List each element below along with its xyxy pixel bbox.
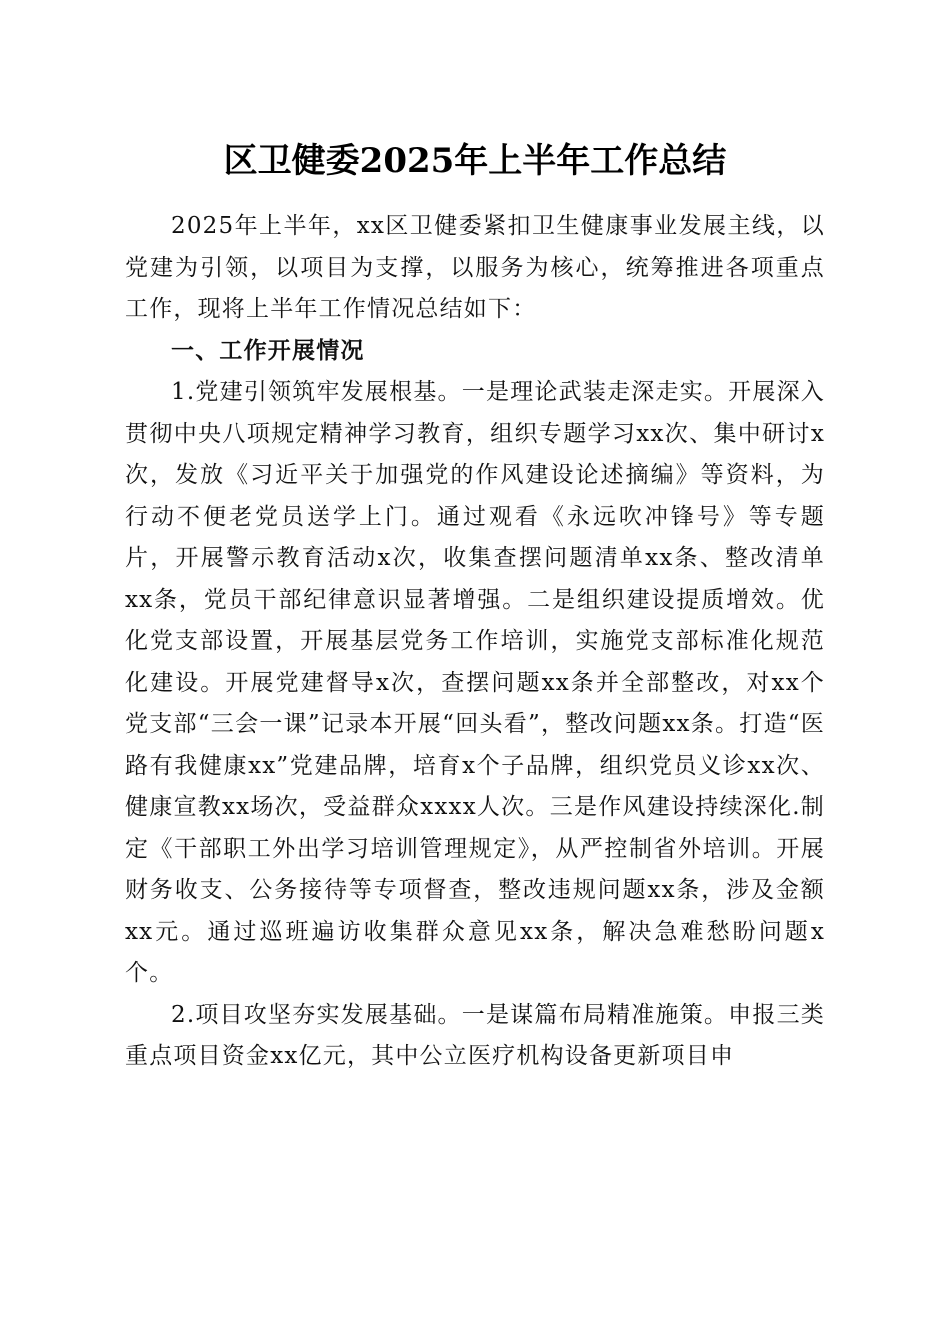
body-paragraph-2: 2.项目攻坚夯实发展基础。一是谋篇布局精准施策。申报三类重点项目资金xx亿元，其中公立医疗机构设备更新项目申 (125, 1001, 825, 1069)
document-body (125, 206, 825, 1078)
document-title: 区卫健委2025年上半年工作总结 (223, 141, 727, 181)
section-heading: 一、工作开展情况 (171, 337, 365, 364)
body-paragraph-1: 1.党建引领筑牢发展根基。一是理论武装走深走实。开展深入贯彻中央八项规定精神学习教育，组织专题学习xx次、集中研讨x次，发放《习近平关于加强党的作风建设论述摘编》等资料，为行动不便老党员送学上门。通过观看《永远吹冲锋号》等专题片，开展警示教育活动x次，收集查摆问题清单xx条、整改清单xx条，党员干部纪律意识显著增强。二是组织建设提质增效。优化党支部设置，开展基层党务工作培训，实施党支部标准化规范化建设。开展党建督导x次，查摆问题xx条并全部整改，对xx个党支部“三会一课”记录本开展“回头看”，整改问题xx条。打造“医路有我健康xx”党建品牌，培育x个子品牌，组织党员义诊xx次、健康宣教xx场次，受益群众xxxx人次。三是作风建设持续深化.制定《干部职工外出学习培训管理规定》，从严控制省外培训。开展财务收支、公务接待等专项督查，整改违规问题xx条，涉及金额xx元。通过巡班遍访收集群众意见xx条，解决急难愁盼问题x个。 (125, 379, 825, 986)
intro-paragraph: 2025年上半年，xx区卫健委紧扣卫生健康事业发展主线，以党建为引领，以项目为支撑，以服务为核心，统筹推进各项重点工作，现将上半年工作情况总结如下： (125, 213, 825, 322)
